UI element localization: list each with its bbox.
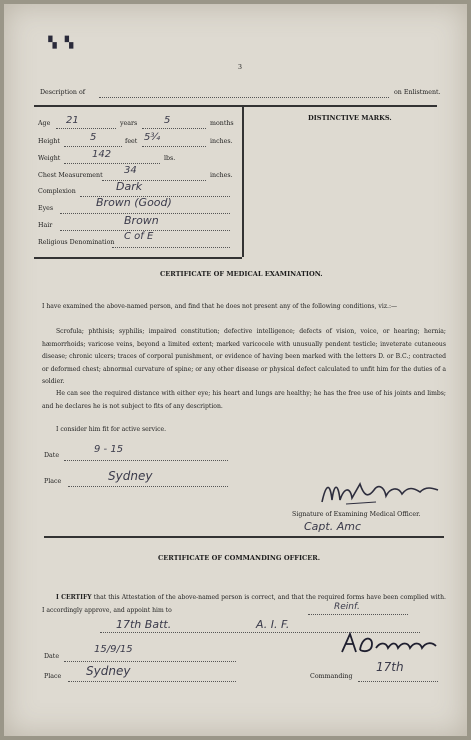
religion-label: Religious Denomination bbox=[38, 239, 115, 246]
commanding-value: 17th bbox=[376, 660, 404, 674]
chest-value: 34 bbox=[124, 165, 137, 176]
box-divider bbox=[242, 105, 244, 257]
hair-label: Hair bbox=[38, 222, 53, 229]
age-months-value: 5 bbox=[164, 115, 171, 126]
inches-label: inches. bbox=[210, 138, 233, 145]
box-top-rule bbox=[34, 105, 437, 107]
medical-certificate-title: CERTIFICATE OF MEDICAL EXAMINATION. bbox=[160, 270, 323, 278]
commanding-certificate-title: CERTIFICATE OF COMMANDING OFFICER. bbox=[158, 554, 321, 562]
age-years-value: 21 bbox=[66, 115, 79, 126]
batt-value: 17th Batt. bbox=[116, 618, 172, 631]
religion-value: C of E bbox=[124, 231, 154, 242]
description-label: Description of bbox=[40, 89, 86, 96]
box-bottom-rule bbox=[34, 257, 242, 259]
chest-label: Chest Measurement bbox=[38, 172, 103, 179]
commanding-date-label: Date bbox=[44, 653, 60, 660]
medical-fit: I consider him fit for active service. bbox=[56, 426, 167, 433]
height-inches-value: 5¾ bbox=[144, 132, 161, 143]
weight-label: Weight bbox=[38, 155, 61, 162]
medical-place-label: Place bbox=[44, 478, 62, 485]
commanding-date-value: 15/9/15 bbox=[94, 644, 133, 655]
commanding-place-line bbox=[68, 681, 236, 682]
attestation-page bbox=[4, 4, 467, 736]
height-label: Height bbox=[38, 138, 60, 145]
medical-date-line bbox=[64, 460, 228, 461]
years-label: years bbox=[120, 120, 138, 127]
aif-value: A. I. F. bbox=[256, 618, 290, 631]
hair-value: Brown bbox=[124, 214, 159, 227]
medical-intro: I have examined the above-named person, and find that he does not present any of the following conditions, viz.:— bbox=[42, 303, 398, 310]
certify-bold: I CERTIFY bbox=[56, 594, 92, 601]
complexion-value: Dark bbox=[116, 180, 143, 193]
page-number: 3 bbox=[238, 64, 243, 71]
age-label: Age bbox=[38, 120, 51, 127]
months-label: months bbox=[210, 120, 234, 127]
months-line bbox=[142, 128, 206, 129]
medical-place-line bbox=[68, 486, 228, 487]
commanding-label: Commanding bbox=[310, 673, 353, 680]
commanding-date-line bbox=[64, 661, 236, 662]
description-line bbox=[99, 97, 389, 98]
certify-text: that this Attestation of the above-named person is correct, and that the required forms have been complied with. I accordingly approve, and appoint him to bbox=[42, 594, 446, 614]
commanding-place-label: Place bbox=[44, 673, 62, 680]
commanding-officer-signature bbox=[338, 630, 442, 658]
medical-date-value: 9 - 15 bbox=[94, 444, 124, 455]
distinctive-marks-label: DISTINCTIVE MARKS. bbox=[308, 114, 392, 122]
medical-conditions: Scrofula; phthisis; syphilis; impaired constitution; defective intelligence; defects of vision, voice, or hearing; hernia; hæmorrhoids; varicose veins, beyond a limited extent; marked varicocele with unusually pendent testicle; inveterate cutaneous disease; chronic ulcers; traces of corporal punishment, or evidence of having been marked with the letters D. or B.C.; contracted or deformed chest; abnormal curvature of spine; or any other disease or physical defect calculated to unfit him for the duties of a soldier. bbox=[42, 328, 446, 386]
appoint-unit-value: Reinf. bbox=[334, 602, 360, 612]
section-rule bbox=[44, 536, 444, 538]
height-feet-value: 5 bbox=[90, 132, 97, 143]
chest-inches-label: inches. bbox=[210, 172, 233, 179]
age-line bbox=[56, 128, 116, 129]
height-inches-line bbox=[142, 146, 206, 147]
medical-place-value: Sydney bbox=[108, 469, 153, 483]
commanding-line bbox=[358, 681, 438, 682]
medical-signature-label: Signature of Examining Medical Officer. bbox=[292, 511, 421, 518]
enlistment-label: on Enlistment. bbox=[394, 89, 441, 96]
feet-label: feet bbox=[125, 138, 138, 145]
weight-value: 142 bbox=[92, 149, 112, 160]
medical-officer-signature bbox=[316, 478, 444, 510]
religion-line bbox=[112, 247, 230, 248]
ink-mark: ▝▖ ▚ bbox=[44, 36, 74, 49]
weight-line bbox=[64, 163, 160, 164]
eyes-value: Brown (Good) bbox=[96, 196, 172, 209]
eyes-label: Eyes bbox=[38, 205, 54, 212]
appoint-line bbox=[308, 614, 408, 615]
medical-sight: He can see the required distance with either eye; his heart and lungs are healthy; he has the free use of his joints and limbs; and he declares he is not subject to fits of any description. bbox=[42, 390, 446, 410]
commanding-place-value: Sydney bbox=[86, 664, 131, 678]
medical-officer-rank: Capt. Amc bbox=[304, 520, 361, 533]
complexion-label: Complexion bbox=[38, 188, 76, 195]
medical-date-label: Date bbox=[44, 452, 60, 459]
height-feet-line bbox=[64, 146, 122, 147]
lbs-label: lbs. bbox=[164, 155, 176, 162]
